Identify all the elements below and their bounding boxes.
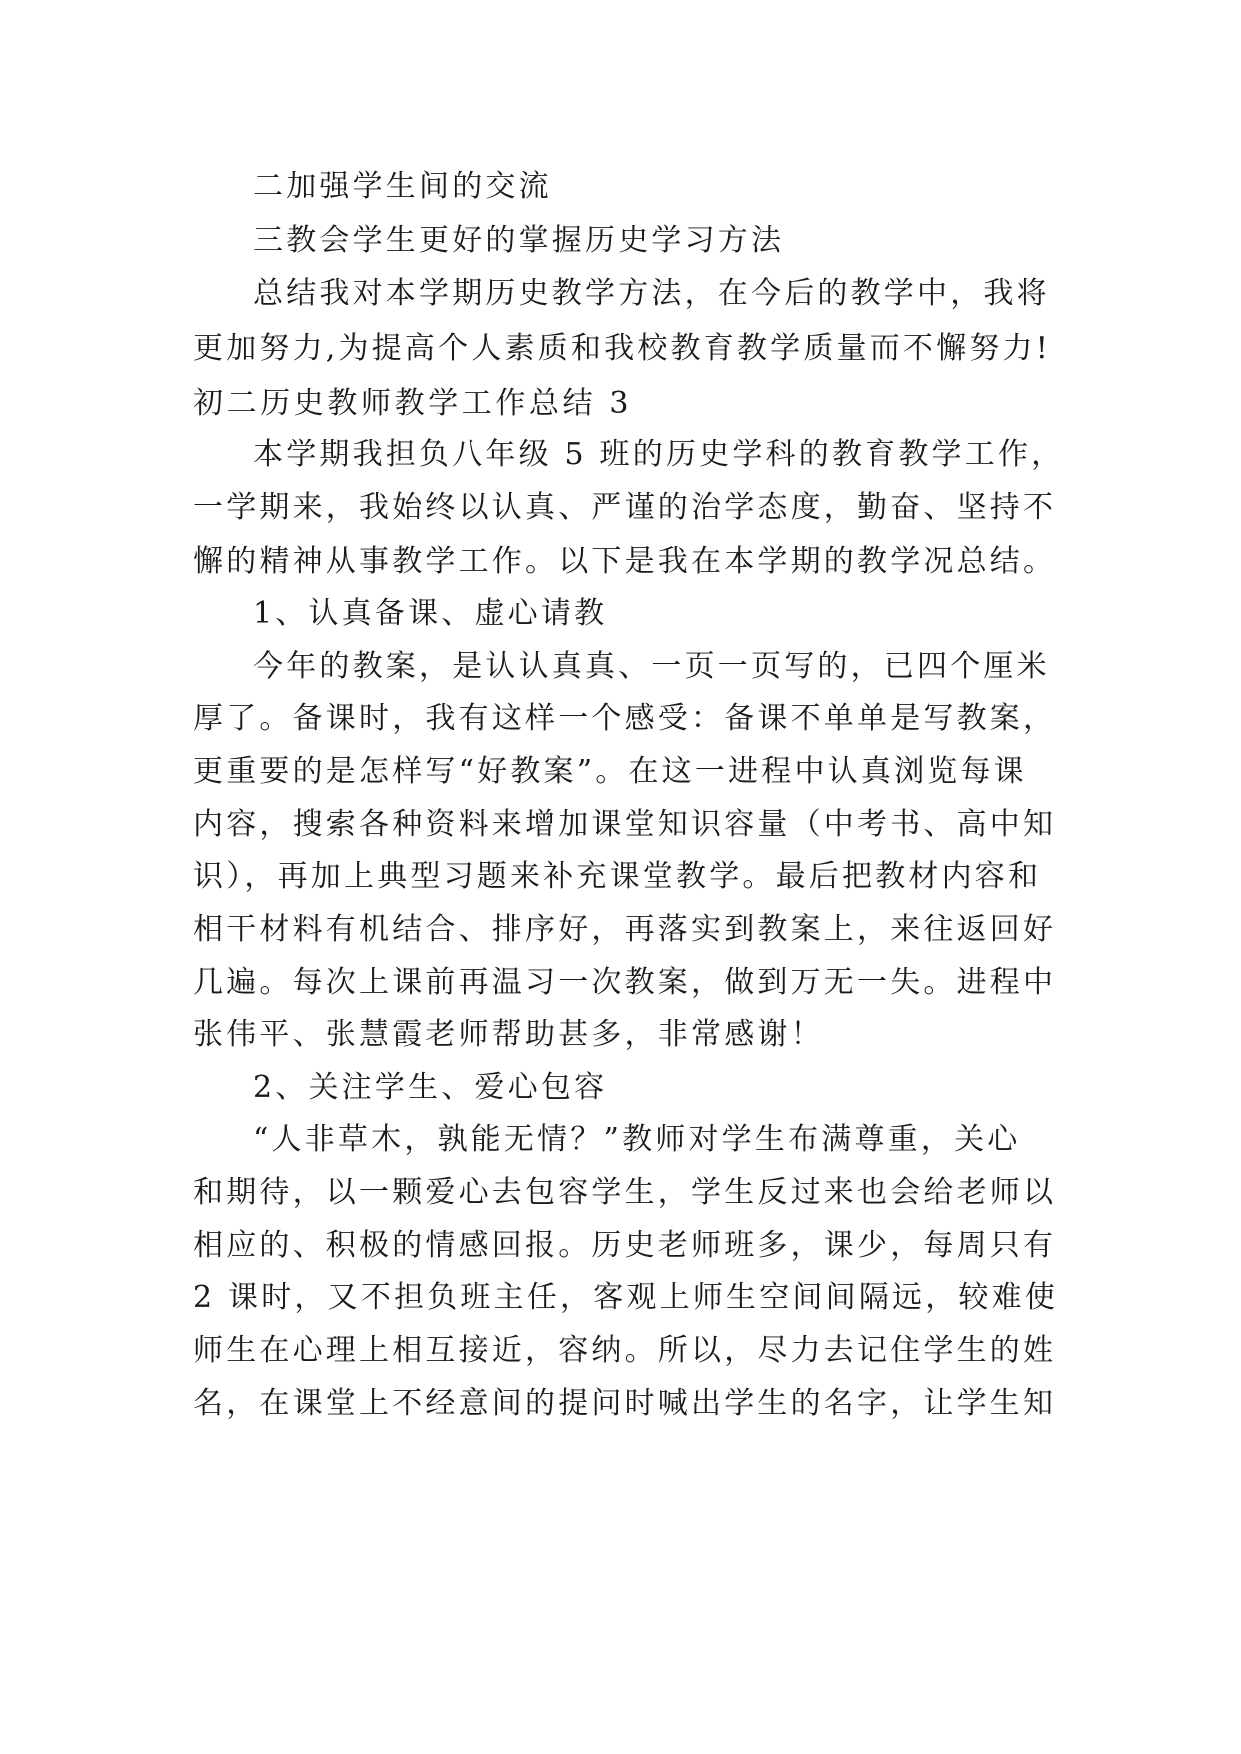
text-line: 今年的教案，是认认真真、一页一页写的，已四个厘米 xyxy=(253,649,1050,684)
text-line: 几遍。每次上课前再温习一次教案，做到万无一失。进程中 xyxy=(193,965,1057,1000)
text-line: 三教会学生更好的掌握历史学习方法 xyxy=(253,223,785,258)
text-line: 相应的、积极的情感回报。历史老师班多，课少，每周只有 xyxy=(193,1228,1057,1263)
text-line: “人非草木，孰能无情？”教师对学生布满尊重，关心 xyxy=(253,1122,1021,1157)
subheading: 2、关注学生、爱心包容 xyxy=(253,1070,608,1105)
text-line: 2 课时，又不担负班主任，客观上师生空间间隔远，较难使 xyxy=(193,1280,1059,1315)
text-line: 内容，搜索各种资料来增加课堂知识容量（中考书、高中知 xyxy=(193,807,1057,842)
text-line: 本学期我担负八年级 5 班的历史学科的教育教学工作， xyxy=(253,437,1065,472)
text-line: 更重要的是怎样写“好教案”。在这一进程中认真浏览每课 xyxy=(193,754,1027,789)
text-line: 识），再加上典型习题来补充课堂教学。最后把教材内容和 xyxy=(193,859,1042,894)
text-line: 更加努力,为提高个人素质和我校教育教学质量而不懈努力! xyxy=(193,331,1051,366)
text-line: 相干材料有机结合、排序好，再落实到教案上，来往返回好 xyxy=(193,912,1057,947)
text-line: 总结我对本学期历史教学方法，在今后的教学中，我将 xyxy=(253,276,1050,311)
text-line: 一学期来，我始终以认真、严谨的治学态度，勤奋、坚持不 xyxy=(193,490,1057,525)
text-line: 厚了。备课时，我有这样一个感受：备课不单单是写教案， xyxy=(193,701,1057,736)
subheading: 1、认真备课、虚心请教 xyxy=(253,596,608,631)
text-line: 懈的精神从事教学工作。以下是我在本学期的教学况总结。 xyxy=(193,544,1057,579)
text-line: 和期待，以一颗爱心去包容学生，学生反过来也会给老师以 xyxy=(193,1175,1057,1210)
section-heading: 初二历史教师教学工作总结 3 xyxy=(193,386,633,421)
text-line: 师生在心理上相互接近，容纳。所以，尽力去记住学生的姓 xyxy=(193,1333,1057,1368)
text-line: 二加强学生间的交流 xyxy=(253,169,552,204)
text-line: 张伟平、张慧霞老师帮助甚多，非常感谢！ xyxy=(193,1017,824,1052)
text-line: 名，在课堂上不经意间的提问时喊出学生的名字，让学生知 xyxy=(193,1386,1057,1421)
